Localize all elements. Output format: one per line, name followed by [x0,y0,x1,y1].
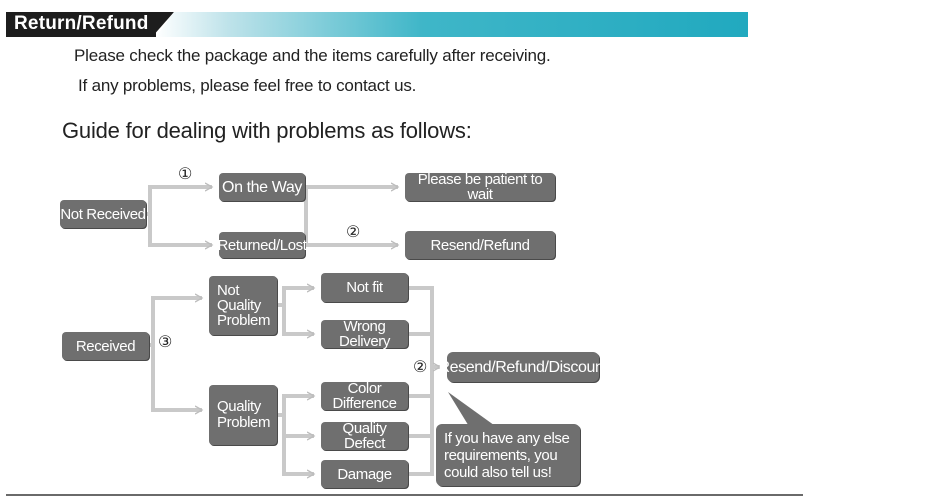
node-on-the-way: On the Way [219,173,305,201]
step-marker-2-top: ② [346,224,361,241]
step-marker-3: ③ [158,334,173,351]
node-not-fit: Not fit [321,273,408,302]
node-wrong-delivery: Wrong Delivery [321,320,408,348]
node-not-quality-problem: Not Quality Problem [209,276,277,335]
intro-line-1: Please check the package and the items carefully after receiving. [74,46,551,65]
intro-line-2: If any problems, please feel free to contact us. [78,76,417,95]
speech-bubble-tail [448,392,498,428]
node-damage: Damage [321,460,408,488]
node-quality-problem: Quality Problem [209,385,277,445]
node-resend-refund: Resend/Refund [405,231,555,259]
node-color-difference: Color Difference [321,382,408,410]
node-received: Received [62,332,149,360]
node-returned-lost: Returned/Lost [219,232,305,258]
node-resend-refund-discount: Resend/Refund/Discount [447,352,599,382]
bottom-divider [6,494,803,496]
page-title: Return/Refund [14,13,149,34]
node-not-received: Not Received [60,200,146,228]
speech-bubble-else-requirements: If you have any else requirements, you could also tell us! [436,424,580,486]
node-quality-defect: Quality Defect [321,422,408,450]
step-marker-1: ① [178,166,193,183]
step-marker-2-bottom: ② [413,359,428,376]
node-be-patient: Please be patient to wait [405,173,555,201]
guide-heading: Guide for dealing with problems as follows: [62,118,472,143]
